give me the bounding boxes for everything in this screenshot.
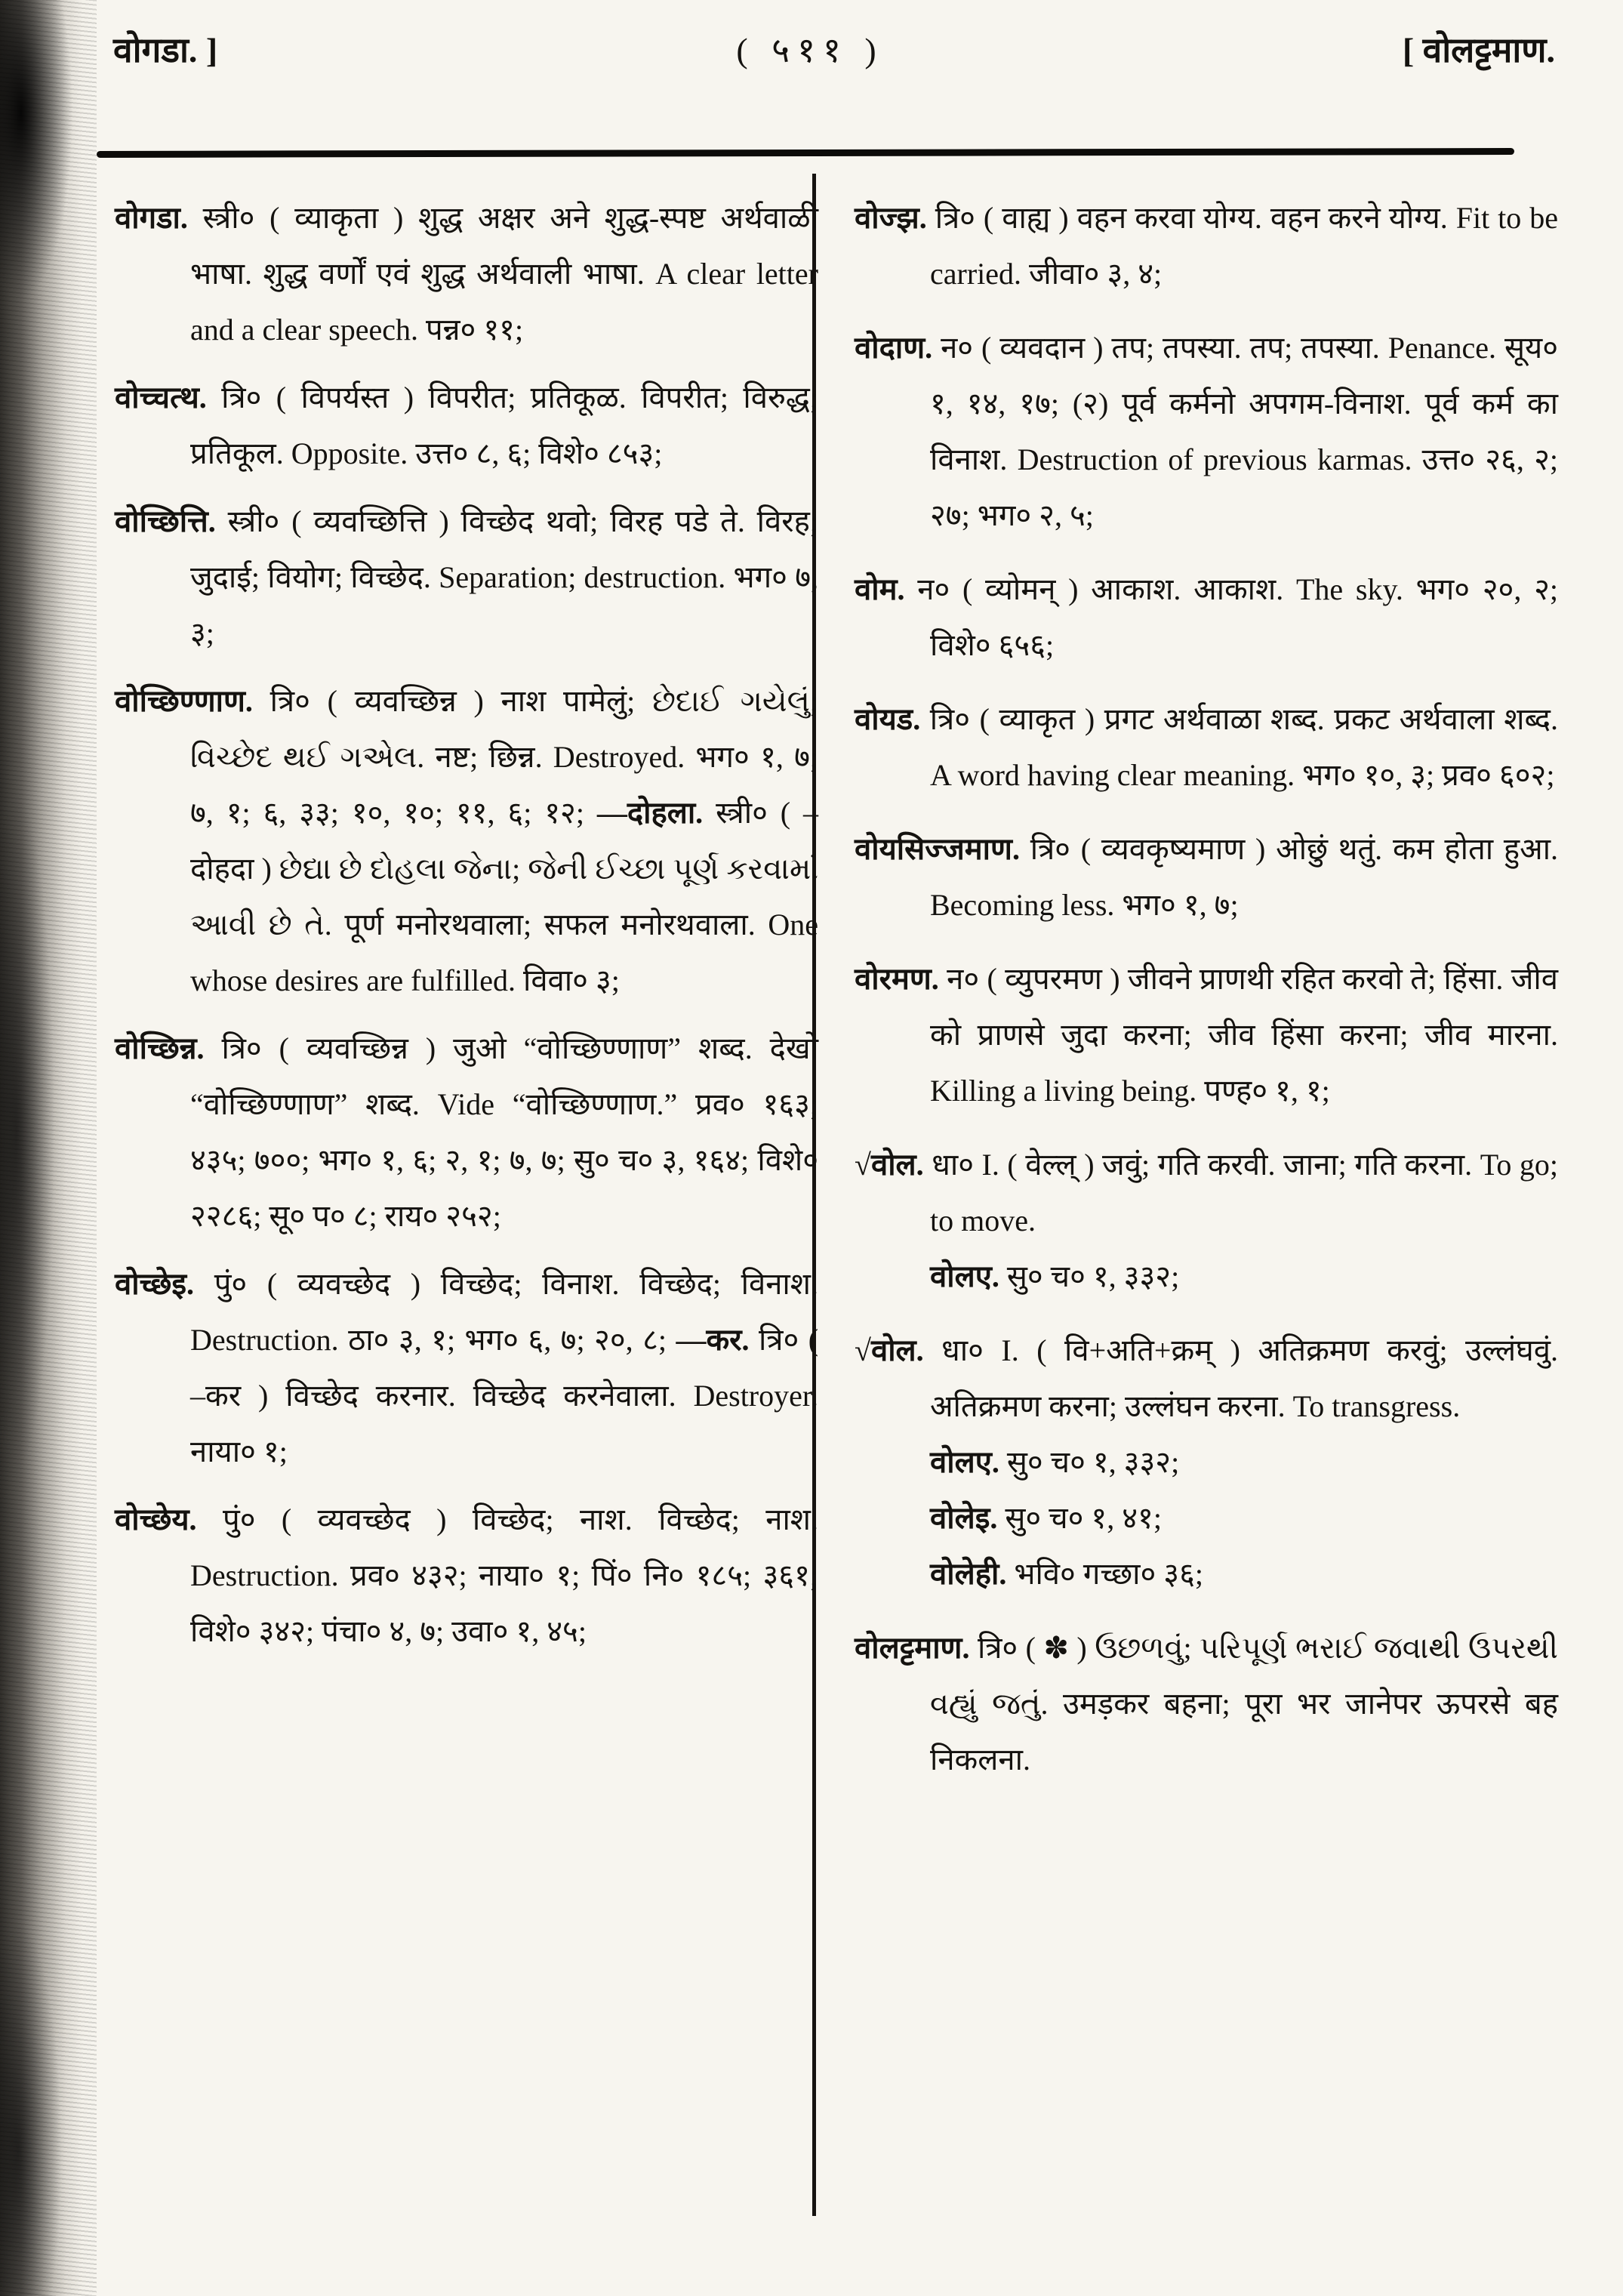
dictionary-entry — [855, 1620, 1558, 1788]
entry-body: त्रि० ( व्यवच्छिन्न ) जुओ “वोच्छिण्णाण” शब्द. देखो “वोच्छिण्णाण” शब्द. Vide “वोच्छिण्णाण.” प्रव० १६३; ४३५; ७००; भग० १, ६; २, १; ७, ७; सु० च० ३, १६४; विशे० २२८६; सू० प० ८; राय० २५२; — [190, 1031, 819, 1233]
entry-body: स्त्री० ( व्याकृता ) शुद्ध अक्षर अने शुद्ध-स्पष्ट अर्थवाळी भाषा. शुद्ध वर्णों एवं शुद्ध अर्थवाली भाषा. A clear letter and a clear speech. पन्न० ११; — [190, 201, 818, 347]
entry-headword: वोयड. — [855, 702, 921, 736]
entry-headword: वोच्छेय. — [115, 1502, 197, 1536]
entry-body: पुं० ( व्यवच्छेद ) विच्छेद; नाश. विच्छेद; नाश. Destruction. प्रव० ४३२; नाया० १; पिं० नि० १८५; ३६१; विशे० ३४२; पंचा० ४, ७; उवा० १, ४५; — [190, 1502, 818, 1648]
entry-headword: वोच्छिन्न. — [115, 1031, 205, 1065]
verb-form-refs: सु० च० १, ३३२; — [1006, 1445, 1180, 1479]
header-left-catchword: वोगडा. ] — [113, 31, 218, 69]
dictionary-entry — [115, 494, 818, 661]
entry-sub-headword: —दोहला. — [596, 796, 704, 830]
entry-headword: वोरमण. — [855, 962, 939, 996]
entry-body: पुं० ( व्यवच्छेद ) विच्छेद; विनाश. विच्छेद; विनाश. Destruction. ठा० ३, १; भग० ६, ७; २०, ८; — [190, 1267, 818, 1357]
verb-form-line — [930, 1546, 1558, 1602]
entry-headword: वोगडा. — [115, 201, 188, 235]
dictionary-entry — [855, 1137, 1558, 1305]
dictionary-entry — [115, 190, 818, 358]
entry-headword: वोयसिज्जमाण. — [855, 832, 1020, 866]
entry-body: न० ( व्योमन् ) आकाश. आकाश. The sky. भग० २०, २; विशे० ६५६; — [917, 572, 1558, 662]
entry-headword: वोच्छित्ति. — [115, 504, 216, 538]
entry-headword: वोम. — [855, 572, 905, 606]
entry-body: स्त्री० ( व्यवच्छित्ति ) विच्छेद थवो; विरह पडे ते. विरह; जुदाई; वियोग; विच्छेद. Separation; destruction. भग० ७, ३; — [190, 504, 818, 650]
verb-form: वोलए. — [930, 1259, 999, 1293]
header-right-catchword: [ वोलट्टमाण. — [1402, 31, 1555, 69]
header-rule — [97, 148, 1514, 158]
entry-headword: वोच्चत्थ. — [115, 381, 207, 415]
entry-headword: √वोल. — [855, 1148, 924, 1182]
verb-form-line — [930, 1249, 1558, 1305]
dictionary-entry — [855, 692, 1558, 803]
entry-body: न० ( व्युपरमण ) जीवने प्राणथी रहित करवो ते; हिंसा. जीव को प्राणसे जुदा करना; जीव हिंसा करना; जीव मारना. Killing a living being. पण्ह० १, १; — [930, 962, 1559, 1108]
page-header — [113, 26, 1555, 72]
entry-headword: वोज्झ. — [855, 201, 927, 235]
entry-body: त्रि० ( ✽ ) ઉછળવું; પરિપૂર્ણ ભરાઈ જવાથી ઉપરથી વહ્યું જતું. उमड़कर बहना; पूरा भर जानेपर ऊपरसे बह निकलना. — [930, 1631, 1558, 1777]
entry-headword: वोच्छेइ. — [115, 1267, 194, 1301]
dictionary-entry — [115, 673, 818, 1009]
entry-headword: √वोल. — [855, 1333, 924, 1367]
dictionary-entry — [115, 1021, 818, 1244]
entry-headword: वोदाण. — [855, 331, 933, 365]
page-number: ( ५११ ) — [736, 31, 884, 69]
entry-headword: वोच्छिण्णाण. — [115, 684, 253, 718]
dictionary-entry — [855, 1323, 1558, 1602]
verb-form-refs: सु० च० १, ३३२; — [1006, 1259, 1180, 1293]
entry-body: न० ( व्यवदान ) तप; तपस्या. तप; तपस्या. Penance. सूय० १, १४, १७; (२) पूर्व कर्मनो अपगम-विनाश. पूर्व कर्म का विनाश. Destruction of previous karmas. उत्त० २६, २; २७; भग० २, ५; — [930, 331, 1558, 532]
verb-form: वोलेही. — [930, 1557, 1007, 1591]
entry-body: धा० I. ( वेल्ल् ) जवुं; गति करवी. जाना; गति करना. To go; to move. — [930, 1148, 1558, 1237]
dictionary-entry — [855, 320, 1558, 544]
entry-body: धा० I. ( वि+अति+क्रम् ) अतिक्रमण करवुं; उल्लंघवुं. अतिक्रमण करना; उल्लंघन करना. To transgress. — [930, 1333, 1558, 1423]
entry-sub-headword: —कर. — [676, 1323, 750, 1357]
left-column — [115, 190, 818, 1806]
entry-body: त्रि० ( विपर्यस्त ) विपरीत; प्रतिकूळ. विपरीत; विरुद्ध; प्रतिकूल. Opposite. उत्त० ८, ६; विशे० ८५३; — [190, 381, 818, 470]
dictionary-entry — [855, 562, 1558, 673]
verb-form: वोलए. — [930, 1445, 999, 1479]
verb-form-line — [930, 1490, 1558, 1546]
entry-body: त्रि० ( व्यवच्छिन्न ) नाश पामेलुं; છેદાઈ ગયેલું; વિચ્છેદ થઈ ગએલ. नष्ट; छिन्न. Destroyed. भग० १, ७; ७, १; ६, ३३; १०, १०; ११, ६; १२; — [190, 684, 819, 830]
dictionary-entry — [855, 190, 1558, 302]
dictionary-entry — [115, 370, 818, 482]
verb-form: वोलेइ. — [930, 1501, 998, 1535]
dictionary-entry — [115, 1256, 818, 1480]
scan-gutter-shadow — [0, 0, 97, 2296]
dictionary-entry — [855, 821, 1558, 933]
page-body — [115, 190, 1558, 1806]
entry-body: त्रि० ( व्याकृत ) प्रगट अर्थवाळा शब्द. प्रकट अर्थवाला शब्द. A word having clear meaning. भग० १०, ३; प्रव० ६०२; — [929, 702, 1559, 792]
right-column — [855, 190, 1558, 1806]
entry-body: त्रि० ( –कर ) विच्छेद करनार. विच्छेद करनेवाला. Destroyer. नाया० १; — [190, 1323, 819, 1469]
verb-form-line — [930, 1435, 1558, 1490]
dictionary-entry — [855, 951, 1558, 1119]
entry-body: स्त्री० ( –दोहदा ) છેદ્યા છે દોહલા જેના; જેની ઈચ્છા પૂર્ણ કરવામાં આવી છે તે. पूर्ण मनोरथवाला; सफल मनोरथवाला. One whose desires are fulfilled. विवा० ३; — [190, 796, 819, 997]
verb-form-refs: सु० च० १, ४१; — [1005, 1501, 1162, 1535]
dictionary-entry — [115, 1492, 818, 1660]
entry-body: त्रि० ( व्यवकृष्यमाण ) ओछुं थतुं. कम होता हुआ. Becoming less. भग० १, ७; — [930, 832, 1558, 922]
verb-form-refs: भवि० गच्छा० ३६; — [1014, 1557, 1204, 1591]
entry-body: त्रि० ( वाह्य ) वहन करवा योग्य. वहन करने योग्य. Fit to be carried. जीवा० ३, ४; — [930, 201, 1559, 291]
entry-headword: वोलट्टमाण. — [855, 1631, 970, 1665]
